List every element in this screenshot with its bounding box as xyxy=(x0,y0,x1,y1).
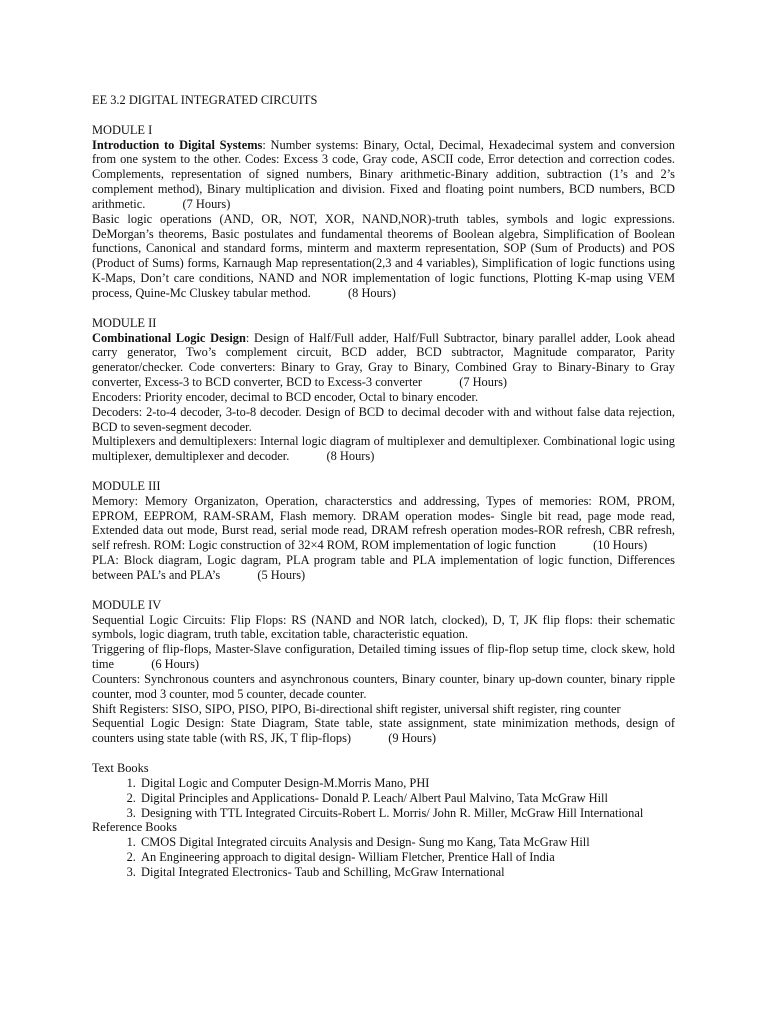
course-title: EE 3.2 DIGITAL INTEGRATED CIRCUITS xyxy=(92,93,318,107)
module-paragraph xyxy=(92,553,675,583)
module-heading: MODULE I xyxy=(92,122,153,137)
spacer xyxy=(92,108,675,123)
text-books-list xyxy=(92,776,675,821)
modules-container xyxy=(92,123,675,761)
module-paragraph xyxy=(92,613,675,643)
topic-text: Triggering of flip-flops, Master-Slave configuration, Detailed timing issues of flip-flop setup time, clock skew, hold time xyxy=(92,642,675,672)
topic-text: Basic logic operations (AND, OR, NOT, XOR, NAND,NOR)-truth tables, symbols and logic expressions. DeMorgan’s theorems, Basic postulates and fundamental theorems of Boolean algebra, Simplification of Boolean functions, Canonical and standard forms, minterm and maxterm representation, SOP (Sum of Products) and POS (Product of Sums) forms, Karnaugh Map representation(2,3 and 4 variables), Simplification of logic functions using K-Maps, Don’t care conditions, NAND and NOR implementation of logic functions, Plotting K-map using VEM process, Quine-Mc Cluskey tabular method. xyxy=(92,211,675,300)
module-paragraph xyxy=(92,716,675,746)
reference-books-list xyxy=(92,835,675,880)
hours-label: (9 Hours) xyxy=(388,731,437,746)
reference-books-heading: Reference Books xyxy=(92,820,177,835)
topic-text: : Design of Half/Full adder, Half/Full Subtractor, binary parallel adder, Look ahead carry generator, Two’s complement circuit, BCD adder, BCD subtractor, Magnitude comparator, Parity generator/checker. Code converters: Binary to Gray, Gray to Binary, Combined Gray to Binary-Binary to Gray converter, Excess-3 to BCD converter, BCD to Excess-3 converter xyxy=(92,330,675,390)
topic-text: Encoders: Priority encoder, decimal to BCD encoder, Octal to binary encoder. xyxy=(92,389,479,404)
spacer xyxy=(92,301,675,316)
module-paragraph xyxy=(92,702,675,717)
module-paragraph xyxy=(92,672,675,702)
module-heading: MODULE IV xyxy=(92,597,162,612)
text-book-item: 1. Digital Logic and Computer Design-M.Morris Mano, PHI xyxy=(139,776,675,791)
module-paragraph xyxy=(92,331,675,390)
module-paragraph xyxy=(92,494,675,553)
spacer xyxy=(92,583,675,598)
module-paragraph xyxy=(92,434,675,464)
text-book-item: 3. Designing with TTL Integrated Circuits-Robert L. Morris/ John R. Miller, McGraw Hill International xyxy=(139,806,675,821)
spacer xyxy=(92,464,675,479)
topic-text: Sequential Logic Design: State Diagram, State table, state assignment, state minimization methods, design of counters using state table (with RS, JK, T flip-flops) xyxy=(92,716,675,746)
reference-book-item: 3. Digital Integrated Electronics- Taub and Schilling, McGraw International xyxy=(139,865,675,880)
hours-label: (6 Hours) xyxy=(151,657,200,672)
topic-text: Multiplexers and demultiplexers: Internal logic diagram of multiplexer and demultiplexer. Combinational logic using multiplexer, demultiplexer and decoder. xyxy=(92,434,675,464)
module-paragraph xyxy=(92,405,675,435)
topic-text: Memory: Memory Organizaton, Operation, characterstics and addressing, Types of memories: ROM, PROM, EPROM, EEPROM, RAM-SRAM, Flash memory. DRAM operation modes- Single bit read, page mode read, Extended data out mode, Burst read, serial mode read, DRAM refresh operation modes-ROR refresh, CBR refresh, self refresh. ROM: Logic construction of 32×4 ROM, ROM implementation of logic function xyxy=(92,493,675,553)
topic-text: PLA: Block diagram, Logic dagram, PLA program table and PLA implementation of logic function, Differences between PAL’s and PLA’s xyxy=(92,553,675,582)
text-books-heading: Text Books xyxy=(92,760,149,775)
spacer xyxy=(92,746,675,761)
reference-book-item: 2. An Engineering approach to digital design- William Fletcher, Prentice Hall of India xyxy=(139,850,675,865)
module-paragraph xyxy=(92,212,675,301)
hours-label: (8 Hours) xyxy=(348,285,396,300)
module-paragraph xyxy=(92,138,675,212)
topic-intro: Introduction to Digital Systems xyxy=(92,137,263,152)
hours-label: (5 Hours) xyxy=(257,568,306,582)
module-heading: MODULE III xyxy=(92,478,161,493)
document-body xyxy=(92,93,675,880)
topic-text: Counters: Synchronous counters and asynchronous counters, Binary counter, binary up-down counter, binary ripple counter, mod 3 counter, mod 5 counter, decade counter. xyxy=(92,671,675,701)
module-paragraph xyxy=(92,642,675,672)
hours-label: (7 Hours) xyxy=(182,196,231,211)
reference-book-item: 1. CMOS Digital Integrated circuits Analysis and Design- Sung mo Kang, Tata McGraw Hill xyxy=(139,835,675,850)
module-heading: MODULE II xyxy=(92,315,157,330)
hours-label: (7 Hours) xyxy=(459,375,508,390)
module-paragraph xyxy=(92,390,675,405)
topic-text: Shift Registers: SISO, SIPO, PISO, PIPO, Bi-directional shift register, universal shift register, ring counter xyxy=(92,701,621,716)
hours-label: (10 Hours) xyxy=(593,538,648,553)
topic-intro: Combinational Logic Design xyxy=(92,330,246,345)
hours-label: (8 Hours) xyxy=(326,449,375,464)
topic-text: : Number systems: Binary, Octal, Decimal, Hexadecimal system and conversion from one system to the other. Codes: Excess 3 code, Gray code, ASCII code, Error detection and correction codes. Complements, representation of signed numbers, Binary arithmetic-Binary addition, subtraction (1’s and 2’s complement method), Binary multiplication and division. Fixed and floating point numbers, BCD numbers, BCD arithmetic. xyxy=(92,137,675,211)
text-book-item: 2. Digital Principles and Applications- Donald P. Leach/ Albert Paul Malvino, Tata McGraw Hill xyxy=(139,791,675,806)
topic-text: Sequential Logic Circuits: Flip Flops: RS (NAND and NOR latch, clocked), D, T, JK flip flops: their schematic symbols, logic diagram, truth table, excitation table, characteristic equation. xyxy=(92,612,675,642)
topic-text: Decoders: 2-to-4 decoder, 3-to-8 decoder. Design of BCD to decimal decoder with and without false data rejection, BCD to seven-segment decoder. xyxy=(92,404,675,434)
